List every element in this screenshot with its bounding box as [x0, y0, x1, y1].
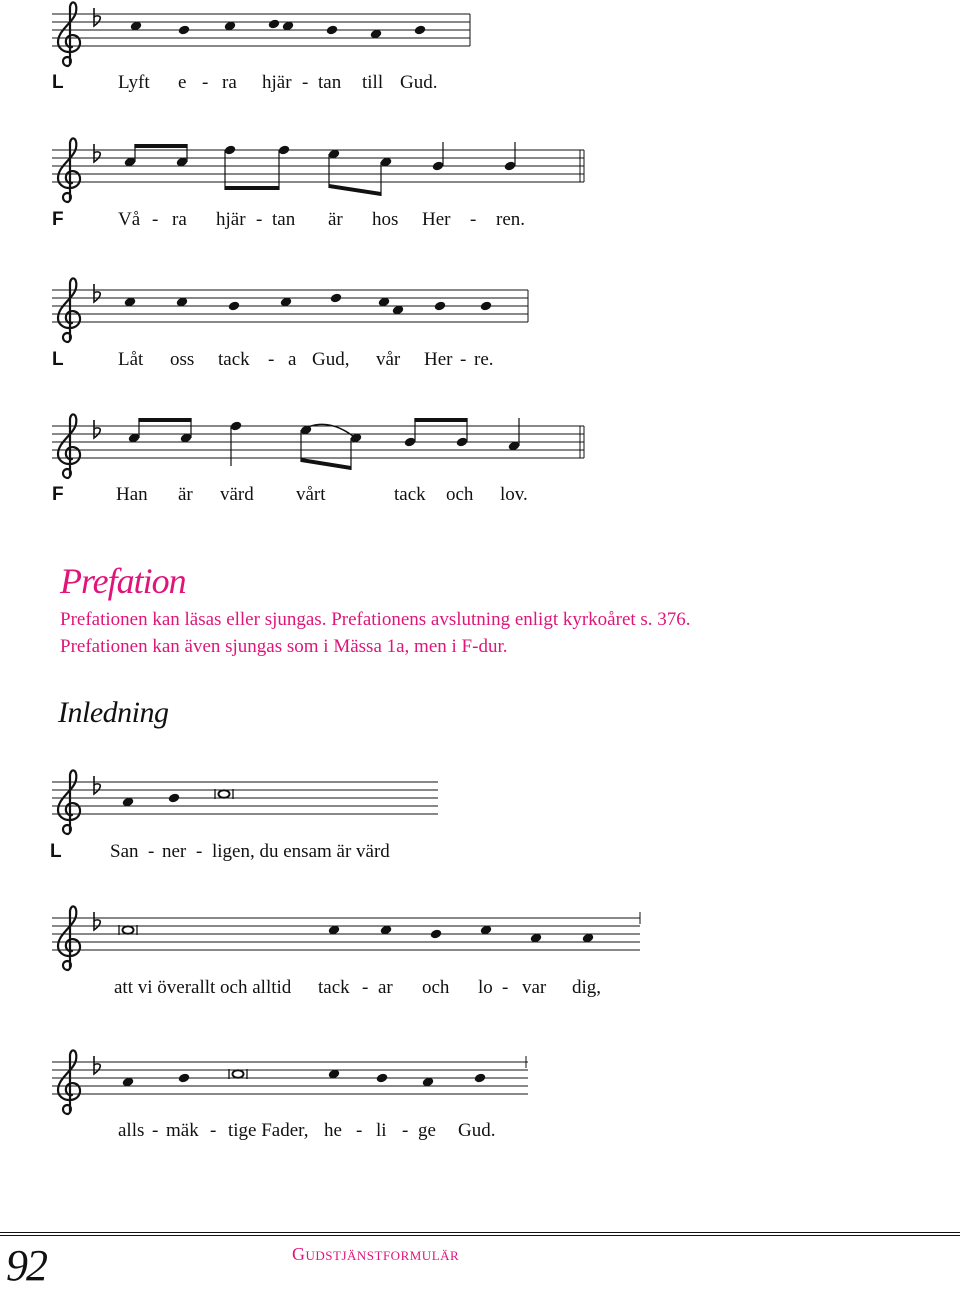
lyric-syllable: - [148, 841, 155, 862]
lyric-syllable: - [210, 1120, 217, 1141]
lyric-syllable: och [446, 484, 474, 505]
lyric-syllable: - [362, 977, 369, 998]
lyric-syllable: värd [220, 484, 254, 505]
lyric-syllable: till [362, 72, 384, 93]
lyric-syllable: tan [272, 209, 296, 230]
lyric-syllable: - [502, 977, 509, 998]
prefation-rubric-line-2: Prefationen kan även sjungas som i Mässa 1a, men i F-dur. [60, 636, 508, 657]
lyric-syllable: - [152, 209, 159, 230]
lyric-syllable: he [324, 1120, 342, 1141]
lyric-syllable: - [268, 349, 275, 370]
footer-rule-top [0, 1232, 960, 1233]
staff-7-lines [52, 1062, 528, 1094]
lyric-syllable: ge [418, 1120, 436, 1141]
lyric-syllable: tack [318, 977, 350, 998]
lyric-syllable: vårt [296, 484, 326, 505]
speaker-label-2: F [52, 209, 64, 230]
flat-icon [94, 1056, 100, 1074]
lyric-syllable: - [256, 209, 263, 230]
lyric-syllable: - [196, 841, 203, 862]
lyric-syllable: ren. [496, 209, 526, 230]
lyric-syllable: - [202, 72, 209, 93]
lyric-syllable: hjär [262, 72, 292, 93]
lyric-syllable: tan [318, 72, 342, 93]
lyric-syllable: - [470, 209, 477, 230]
lyric-syllable: li [376, 1120, 387, 1141]
prefation-title: Prefation [60, 561, 186, 601]
lyric-syllable: - [460, 349, 467, 370]
lyric-syllable: dig, [572, 977, 602, 998]
page-number: 92 [6, 1241, 46, 1290]
lyric-syllable: Låt [118, 349, 144, 370]
notehead [474, 1072, 487, 1083]
lyric-syllable: lov. [500, 484, 528, 505]
lyrics-line-7 [0, 1120, 960, 1144]
lyric-syllable: tack [394, 484, 426, 505]
lyric-syllable: Gud, [312, 349, 350, 370]
notehead [178, 1072, 191, 1083]
lyric-syllable: ligen, du ensam är värd [212, 841, 390, 862]
lyric-syllable: ra [172, 209, 187, 230]
lyric-syllable: Lyft [118, 72, 150, 93]
lyric-syllable: Her [422, 209, 451, 230]
lyric-syllable: lo [478, 977, 493, 998]
prefation-rubric-line-1: Prefationen kan läsas eller sjungas. Prefationens avslutning enligt kyrkoåret s. 376. [60, 609, 691, 630]
lyric-syllable: San [110, 841, 139, 862]
lyric-syllable: var [522, 977, 547, 998]
lyric-syllable: Her [424, 349, 453, 370]
speaker-label-1: L [52, 72, 64, 93]
lyric-syllable: ner [162, 841, 187, 862]
running-head: Gudstjänstformulär [292, 1244, 460, 1264]
inledning-title: Inledning [58, 696, 169, 729]
lyric-syllable: Han [116, 484, 148, 505]
treble-clef-icon [58, 1050, 80, 1114]
lyric-syllable: är [178, 484, 193, 505]
lyric-syllable: hjär [216, 209, 246, 230]
lyric-syllable: och [422, 977, 450, 998]
lyric-syllable: alls [118, 1120, 145, 1141]
breve-note [233, 1070, 244, 1078]
lyric-syllable: ar [378, 977, 393, 998]
speaker-label-3: L [52, 349, 64, 370]
lyric-syllable: Gud. [400, 72, 438, 93]
lyric-syllable: är [328, 209, 343, 230]
notehead [376, 1072, 389, 1083]
lyric-syllable: - [356, 1120, 363, 1141]
lyric-syllable: - [152, 1120, 159, 1141]
lyric-syllable: mäk [166, 1120, 199, 1141]
speaker-label-4: F [52, 484, 64, 505]
speaker-label-5: L [50, 841, 62, 862]
lyric-syllable: re. [474, 349, 494, 370]
footer-rule-bottom [0, 1235, 960, 1236]
lyric-syllable: tack [218, 349, 250, 370]
lyric-syllable: Vå [118, 209, 141, 230]
lyric-syllable: ra [222, 72, 237, 93]
lyric-syllable: - [402, 1120, 409, 1141]
lyric-syllable: e [178, 72, 187, 93]
lyric-syllable: vår [376, 349, 401, 370]
lyric-syllable: - [302, 72, 309, 93]
lyric-syllable: att vi överallt och alltid [114, 977, 292, 998]
lyric-syllable: a [288, 349, 297, 370]
lyric-syllable: Gud. [458, 1120, 496, 1141]
lyric-syllable: hos [372, 209, 399, 230]
lyric-syllable: tige Fader, [228, 1120, 309, 1141]
lyric-syllable: oss [170, 349, 195, 370]
